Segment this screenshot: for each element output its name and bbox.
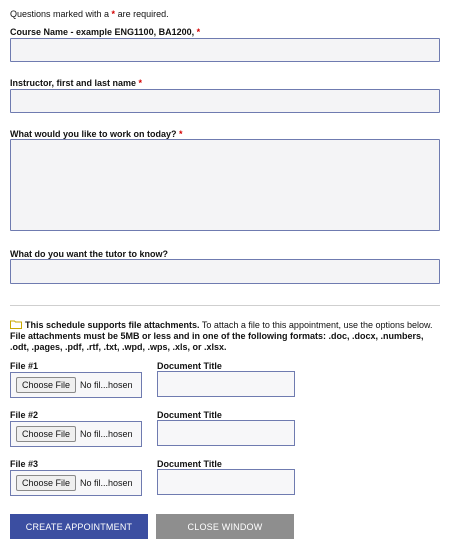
required-star: * xyxy=(138,78,143,88)
folder-icon xyxy=(10,320,22,329)
document-title-1-input[interactable] xyxy=(157,371,295,397)
course-name-label xyxy=(10,27,200,37)
work-on-textarea[interactable] xyxy=(10,139,440,231)
file-1-picker[interactable] xyxy=(10,372,142,398)
required-star: * xyxy=(196,27,201,37)
choose-file-button[interactable]: Choose File xyxy=(16,426,76,442)
document-title-3-label: Document Title xyxy=(157,459,222,469)
choose-file-button[interactable]: Choose File xyxy=(16,475,76,491)
document-title-2-label: Document Title xyxy=(157,410,222,420)
file-name-text: No fil...hosen xyxy=(80,429,133,439)
course-name-label-text: Course Name - example ENG1100, BA1200, xyxy=(10,27,195,37)
attachments-instruction: To attach a file to this appointment, use the options below. xyxy=(199,320,433,330)
choose-file-button[interactable]: Choose File xyxy=(16,377,76,393)
file-name-text: No fil...hosen xyxy=(80,478,133,488)
required-note-suffix: are required. xyxy=(115,9,169,19)
course-name-input[interactable] xyxy=(10,38,440,62)
instructor-label-text: Instructor, first and last name xyxy=(10,78,137,88)
attachments-info xyxy=(10,320,445,353)
document-title-1-label: Document Title xyxy=(157,361,222,371)
section-divider xyxy=(10,305,440,306)
document-title-2-input[interactable] xyxy=(157,420,295,446)
instructor-label xyxy=(10,78,142,88)
file-3-label: File #3 xyxy=(10,459,39,469)
close-window-button[interactable]: CLOSE WINDOW xyxy=(156,514,294,539)
attachments-rules: File attachments must be 5MB or less and in one of the following formats: .doc, .docx, .numbers, .odt, .pages, .pdf, .rtf, .txt, .wpd, .wps, .xls, or .xlsx. xyxy=(10,331,424,352)
work-on-label-text: What would you like to work on today? xyxy=(10,129,177,139)
tutor-know-label-text: What do you want the tutor to know? xyxy=(10,249,168,259)
file-2-picker[interactable] xyxy=(10,421,142,447)
tutor-know-input[interactable] xyxy=(10,259,440,284)
required-note xyxy=(10,9,169,19)
file-2-label: File #2 xyxy=(10,410,39,420)
instructor-input[interactable] xyxy=(10,89,440,113)
tutor-know-label xyxy=(10,249,168,259)
file-1-label: File #1 xyxy=(10,361,39,371)
work-on-label xyxy=(10,129,183,139)
required-star: * xyxy=(111,9,116,19)
attachments-heading: This schedule supports file attachments. xyxy=(25,320,200,330)
required-note-prefix: Questions marked with a xyxy=(10,9,112,19)
create-appointment-button[interactable]: CREATE APPOINTMENT xyxy=(10,514,148,539)
file-name-text: No fil...hosen xyxy=(80,380,133,390)
required-star: * xyxy=(179,129,183,139)
file-3-picker[interactable] xyxy=(10,470,142,496)
document-title-3-input[interactable] xyxy=(157,469,295,495)
